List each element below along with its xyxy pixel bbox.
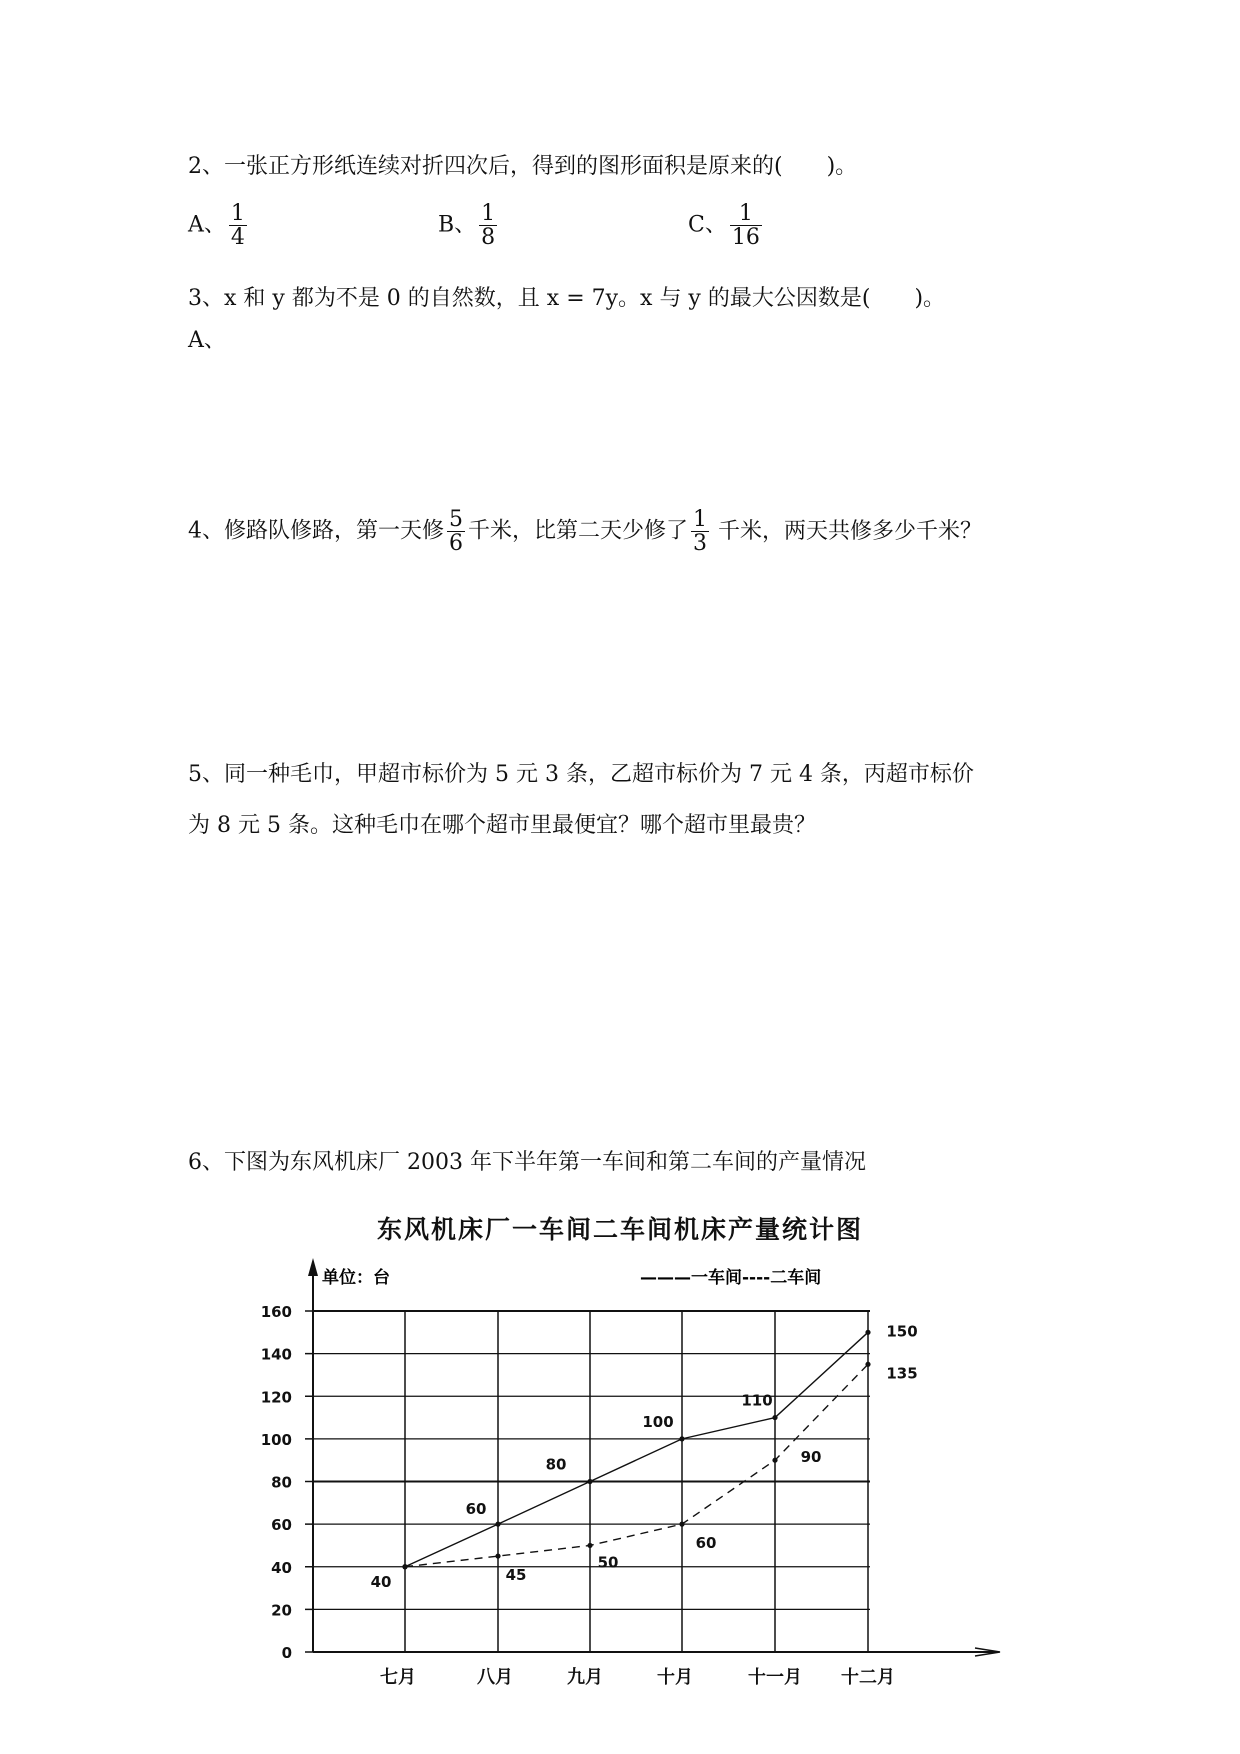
question-2-option-c [688,202,765,249]
x-category-label: 九月 [567,1667,603,1688]
fraction [479,202,497,249]
question-5-text-2: 为 8 元 5 条。这种毛巾在哪个超市里最便宜？哪个超市里最贵？ [188,813,816,838]
question-3-end: )。 [914,286,946,311]
fraction-denominator: 6 [449,531,463,557]
y-tick-label: 20 [271,1601,292,1620]
x-category-label: 十一月 [748,1667,802,1688]
question-6 [188,1152,866,1174]
y-tick-label: 120 [260,1388,292,1407]
option-prefix: B、 [438,212,477,238]
question-4-part1: 4、修路队修路，第一天修 [188,518,444,544]
data-point [402,1564,407,1569]
data-point [679,1436,684,1441]
unit-label: 单位：台 [322,1268,390,1288]
question-3-option-a [188,330,226,352]
fraction-denominator: 4 [230,225,245,251]
x-category-label: 十二月 [841,1667,895,1688]
data-point [587,1543,592,1548]
data-label: 90 [800,1448,822,1467]
option-prefix: C、 [688,212,727,238]
data-label: 100 [642,1412,674,1431]
data-label: 80 [545,1455,567,1474]
data-point [495,1522,500,1527]
y-tick-label: 160 [260,1303,292,1321]
question-5-text-1: 5、同一种毛巾，甲超市标价为 5 元 3 条，乙超市标价为 7 元 4 条，丙超市标价 [188,762,974,787]
data-label: 50 [597,1553,619,1572]
fraction-denominator: 16 [731,225,760,251]
x-category-label: 十月 [657,1667,693,1688]
question-2-text: 2、一张正方形纸连续对折四次后，得到的图形面积是原来的( [188,154,783,179]
question-4 [188,508,982,555]
data-label: 60 [695,1534,717,1553]
y-tick-label: 100 [260,1430,292,1449]
question-4-part3: 千米，两天共修多少千米？ [718,518,983,544]
fraction-numerator: 5 [449,507,463,532]
fraction-denominator: 3 [693,531,708,557]
chart-title: 东风机床厂一车间二车间机床产量统计图 [376,1215,863,1244]
y-tick-label: 0 [281,1644,292,1662]
data-point [587,1479,592,1484]
question-6-text: 6、下图为东风机床厂 2003 年下半年第一车间和第二车间的产量情况 [188,1150,866,1175]
y-axis-arrow-icon [308,1258,318,1276]
question-2-end: )。 [826,154,858,179]
data-label: 45 [505,1566,527,1585]
fraction-numerator: 1 [230,201,245,226]
data-point [402,1564,407,1569]
fraction-numerator: 1 [481,201,496,226]
data-point [495,1553,500,1558]
x-category-label: 八月 [477,1667,513,1688]
series-line-workshop-2 [405,1364,868,1566]
question-5-line-2 [188,815,816,837]
fraction-denominator: 8 [481,225,496,251]
data-label: 150 [886,1322,918,1341]
fraction [730,202,762,249]
x-axis-arrow-icon [975,1648,1000,1656]
data-label: 60 [465,1500,487,1519]
data-label: 40 [370,1572,392,1591]
question-2-option-a [188,202,250,249]
question-2 [188,156,857,178]
y-tick-label: 40 [271,1558,292,1577]
y-tick-label: 140 [260,1345,292,1364]
question-3-text: 3、x 和 y 都为不是 0 的自然数，且 x = 7y。x 与 y 的最大公因数是( [188,286,871,311]
option-prefix: A、 [188,328,226,353]
data-point [865,1362,870,1367]
legend-text: ———一车间----二车间 [640,1268,822,1288]
x-category-label: 七月 [380,1667,416,1688]
question-2-option-b [438,202,500,249]
data-point [679,1522,684,1527]
series-line-workshop-1 [405,1332,868,1566]
data-point [865,1330,870,1335]
fraction [229,202,247,249]
fraction [447,508,465,555]
data-point [772,1458,777,1463]
option-prefix: A、 [188,212,226,238]
data-label: 110 [741,1391,773,1410]
fraction-numerator: 1 [693,507,708,532]
fraction-numerator: 1 [730,202,762,226]
question-3 [188,288,945,310]
y-tick-label: 60 [271,1516,292,1535]
question-5-line-1 [188,764,974,786]
fraction [691,508,709,555]
data-point [772,1415,777,1420]
data-label: 135 [886,1364,918,1383]
y-tick-label: 80 [271,1473,292,1492]
question-4-part2: 千米，比第二天少修了 [468,518,689,544]
